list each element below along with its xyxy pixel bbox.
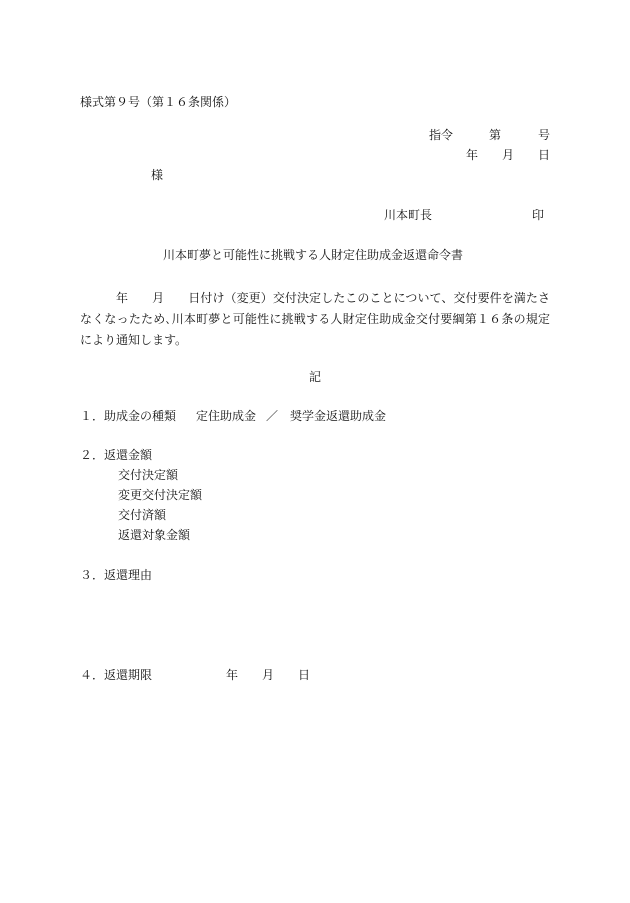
item4-month: 月 <box>262 668 275 682</box>
ki-marker: 記 <box>309 370 322 384</box>
form-number: 様式第９号（第１６条関係） <box>80 95 237 109</box>
addressee-honorific: 様 <box>151 168 164 182</box>
item3-label: ３．返還理由 <box>80 568 153 582</box>
item2-row-refund-target: 返還対象金額 <box>118 528 191 542</box>
item1-label: １．助成金の種類 <box>80 409 177 423</box>
item2-row-changed-granted: 変更交付決定額 <box>118 488 203 502</box>
item4-label: ４．返還期限 <box>80 668 153 682</box>
document-title: 川本町夢と可能性に挑戦する人財定住助成金返還命令書 <box>163 248 464 262</box>
item1-option-a: 定住助成金 <box>196 409 257 423</box>
issue-date-year: 年 <box>466 148 479 162</box>
issue-date-month: 月 <box>502 148 515 162</box>
item1-option-b: 奨学金返還助成金 <box>290 409 387 423</box>
body-year: 年 <box>116 291 129 305</box>
body-paragraph <box>80 288 550 351</box>
item2-row-paid: 交付済額 <box>118 508 167 522</box>
reference-go: 号 <box>538 128 551 142</box>
body-month: 月 <box>152 291 165 305</box>
item1-separator: ／ <box>266 409 279 423</box>
item4-day: 日 <box>298 668 311 682</box>
item4-year: 年 <box>226 668 239 682</box>
reference-dai: 第 <box>489 128 502 142</box>
item2-row-granted: 交付決定額 <box>118 468 179 482</box>
body-text: 日付け（変更）交付決定したこのことについて、交付要件を満たさなくなったため､川本町夢と可能性に挑戦する人財定住助成金交付要綱第１６条の規定により通知します。 <box>80 291 550 347</box>
issue-date-day: 日 <box>538 148 551 162</box>
item2-label: ２．返還金額 <box>80 448 153 462</box>
issuer-seal: 印 <box>532 208 545 222</box>
reference-prefix: 指令 <box>429 128 454 142</box>
issuer-title: 川本町長 <box>384 208 433 222</box>
